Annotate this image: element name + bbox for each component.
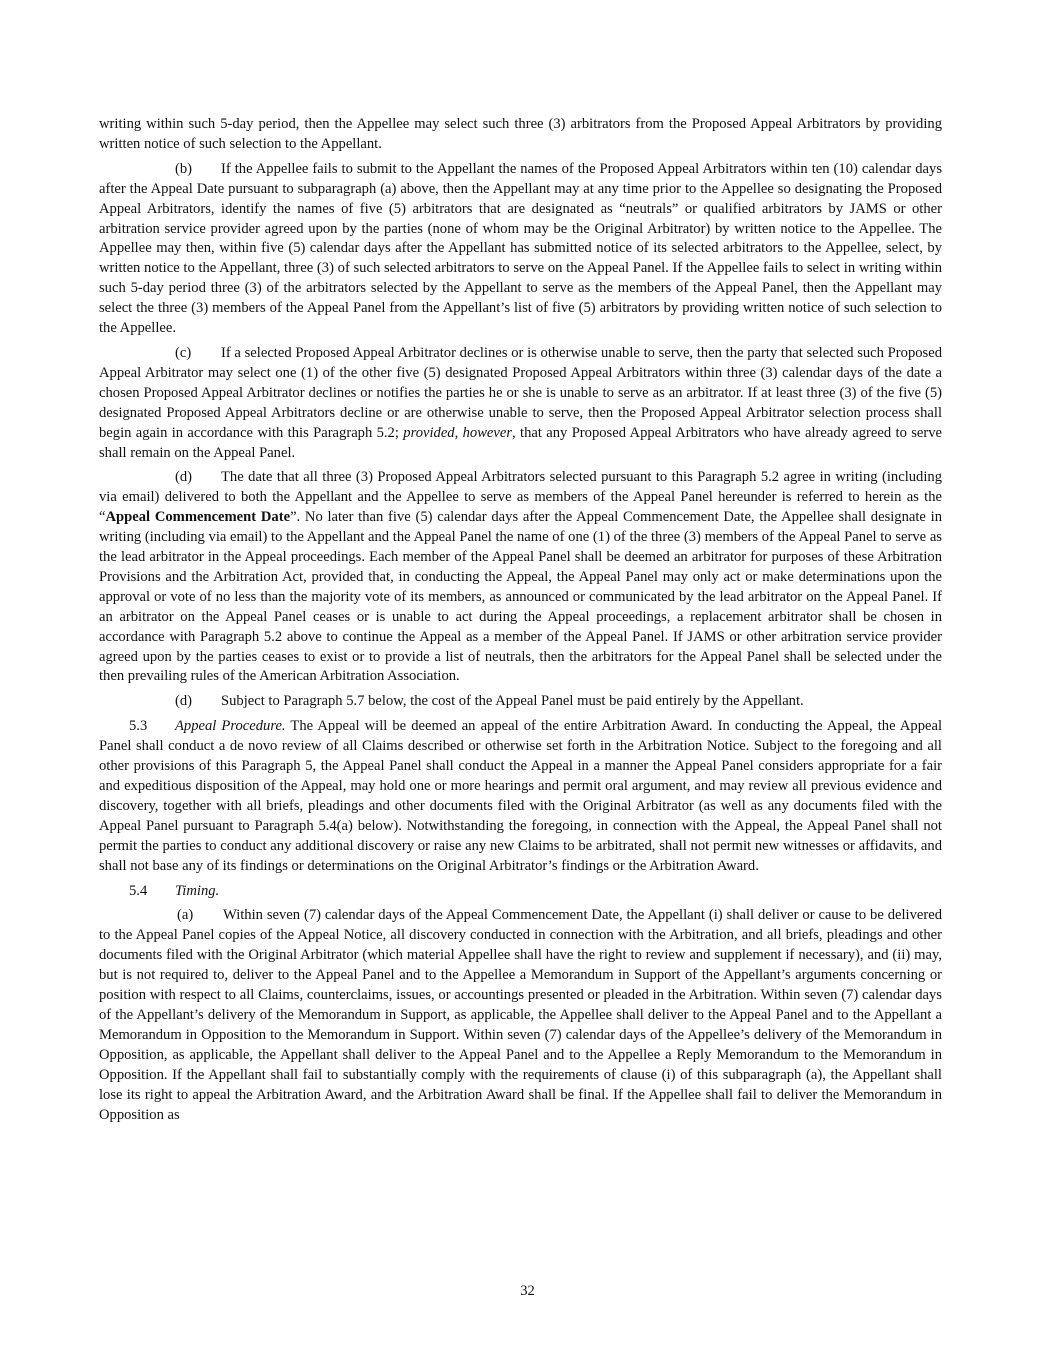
- italic-phrase: provided, however: [403, 424, 513, 441]
- page-number: 32: [520, 1283, 535, 1299]
- subparagraph-text: Subject to Paragraph 5.7 below, the cost of the Appeal Panel must be paid entirely by the Appellant.: [221, 693, 804, 710]
- subparagraph-label: (d): [175, 693, 193, 710]
- section-number: 5.3: [129, 718, 148, 735]
- subparagraph-b: [99, 160, 942, 339]
- section-number: 5.4: [129, 882, 148, 899]
- subparagraph-c: [99, 344, 942, 463]
- subparagraph-a: [99, 906, 942, 1125]
- paragraph-continuation: writing within such 5-day period, then the Appellee may select such three (3) arbitrators from the Proposed Appeal Arbitrators by providing written notice of such selection to the Appellant.: [99, 116, 942, 152]
- subparagraph-text: , that any Proposed Appeal Arbitrators who have already agreed to serve shall remain on the Appeal Panel.: [99, 424, 943, 461]
- subparagraph-text: The date that all three (3) Proposed Appeal Arbitrators selected pursuant to this Paragraph 5.2 agree in writing (including via email) delivered to both the Appellant and the Appellee to serve as members of the Appeal Panel hereunder is referred to herein as the “: [99, 469, 942, 526]
- subparagraph-label: (b): [175, 160, 193, 177]
- subparagraph-text: If a selected Proposed Appeal Arbitrator declines or is otherwise unable to serve, then the party that selected such Proposed Appeal Arbitrator may select one (1) of the other five (5) designated Proposed Appeal Arbitrators within three (3) calendar days of the date a chosen Proposed Appeal Arbitrator declines or notifies the parties he or she is unable to serve as an arbitrator. If at least three (3) of the five (5) designated Proposed Appeal Arbitrators decline or are otherwise unable to serve, then the Proposed Appeal Arbitrator selection process shall begin again in accordance with this Paragraph 5.2;: [99, 344, 942, 441]
- section-5-4: [99, 882, 942, 902]
- subparagraph-d-first: [99, 468, 942, 687]
- section-text: The Appeal will be deemed an appeal of the entire Arbitration Award. In conducting the Appeal, the Appeal Panel shall conduct a de novo review of all Claims described or otherwise set forth in the Arbitration Notice. Subject to the foregoing and all other provisions of this Paragraph 5, the Appeal Panel shall conduct the Appeal in a manner the Appeal Panel considers appropriate for a fair and expeditious disposition of the Appeal, may hold one or more hearings and permit oral argument, and may review all previous evidence and discovery, together with all briefs, pleadings and other documents filed with the Original Arbitrator (as well as any documents filed with the Appeal Panel pursuant to Paragraph 5.4(a) below). Notwithstanding the foregoing, in connection with the Appeal, the Appeal Panel shall not permit the parties to conduct any additional discovery or raise any new Claims to be arbitrated, shall not permit new witnesses or affidavits, and shall not base any of its findings or determinations on the Original Arbitrator’s findings or the Arbitration Award.: [99, 718, 942, 874]
- subparagraph-d-second: [99, 692, 942, 712]
- section-5-3: [99, 717, 942, 876]
- subparagraph-label: (a): [177, 907, 194, 924]
- subparagraph-text: If the Appellee fails to submit to the Appellant the names of the Proposed Appeal Arbitrators within ten (10) calendar days after the Appeal Date pursuant to subparagraph (a) above, then the Appellant may at any time prior to the Appellee so designating the Proposed Appeal Arbitrators, identify the names of five (5) arbitrators that are designated as “neutrals” or qualified arbitrators by JAMS or other arbitration service provider agreed upon by the parties (none of whom may be the Original Arbitrator) by written notice to the Appellee. The Appellee may then, within five (5) calendar days after the Appellant has submitted notice of its selected arbitrators to the Appellee, select, by written notice to the Appellant, three (3) of such selected arbitrators to serve on the Appeal Panel. If the Appellee fails to select in writing within such 5-day period three (3) of the arbitrators selected by the Appellant to serve as the members of the Appeal Panel, then the Appellant may select the three (3) members of the Appeal Panel from the Appellant’s list of five (5) arbitrators by providing written notice of such selection to the Appellee.: [99, 160, 942, 337]
- subparagraph-label: (c): [175, 344, 192, 361]
- subparagraph-label: (d): [175, 469, 193, 486]
- defined-term: Appeal Commencement Date: [105, 509, 291, 526]
- subparagraph-text: Within seven (7) calendar days of the Appeal Commencement Date, the Appellant (i) shall deliver or cause to be delivered to the Appeal Panel copies of the Appeal Notice, all discovery conducted in connection with the Arbitration, and all briefs, pleadings and other documents filed with the Original Arbitrator (which material Appellee shall have the right to review and supplement if necessary), and (ii) may, but is not required to, deliver to the Appeal Panel and to the Appellee a Memorandum in Support of the Appellant’s arguments concerning or position with respect to all Claims, counterclaims, issues, or accountings presented or pleaded in the Arbitration. Within seven (7) calendar days of the Appellant’s delivery of the Memorandum in Support, as applicable, the Appellee shall deliver to the Appeal Panel and to the Appellant a Memorandum in Opposition to the Memorandum in Support. Within seven (7) calendar days of the Appellee’s delivery of the Memorandum in Opposition, as applicable, the Appellant shall deliver to the Appeal Panel and to the Appellee a Reply Memorandum to the Memorandum in Opposition. If the Appellant shall fail to substantially comply with the requirements of clause (i) of this subparagraph (a), the Appellant shall lose its right to appeal the Arbitration Award, and the Arbitration Award shall be final. If the Appellee shall fail to deliver the Memorandum in Opposition as: [99, 907, 942, 1123]
- document-page: [99, 115, 942, 1130]
- section-title: Timing.: [175, 882, 220, 899]
- subparagraph-text: ”. No later than five (5) calendar days after the Appeal Commencement Date, the Appellee shall designate in writing (including via email) to the Appellant and the Appeal Panel the name of one (1) of the three (3) members of the Appeal Panel to serve as the lead arbitrator in the Appeal proceedings. Each member of the Appeal Panel shall be deemed an arbitrator for purposes of these Arbitration Provisions and the Arbitration Act, provided that, in conducting the Appeal, the Appeal Panel may only act or make determinations upon the approval or vote of no less than the majority vote of its members, as announced or communicated by the lead arbitrator on the Appeal Panel. If an arbitrator on the Appeal Panel ceases or is unable to act during the Appeal proceedings, a replacement arbitrator shall be chosen in accordance with Paragraph 5.2 above to continue the Appeal as a member of the Appeal Panel. If JAMS or other arbitration service provider agreed upon by the parties ceases to exist or to provide a list of neutrals, then the arbitrators for the Appeal Panel shall be selected under the then prevailing rules of the American Arbitration Association.: [99, 509, 942, 685]
- section-title: Appeal Procedure.: [175, 718, 286, 735]
